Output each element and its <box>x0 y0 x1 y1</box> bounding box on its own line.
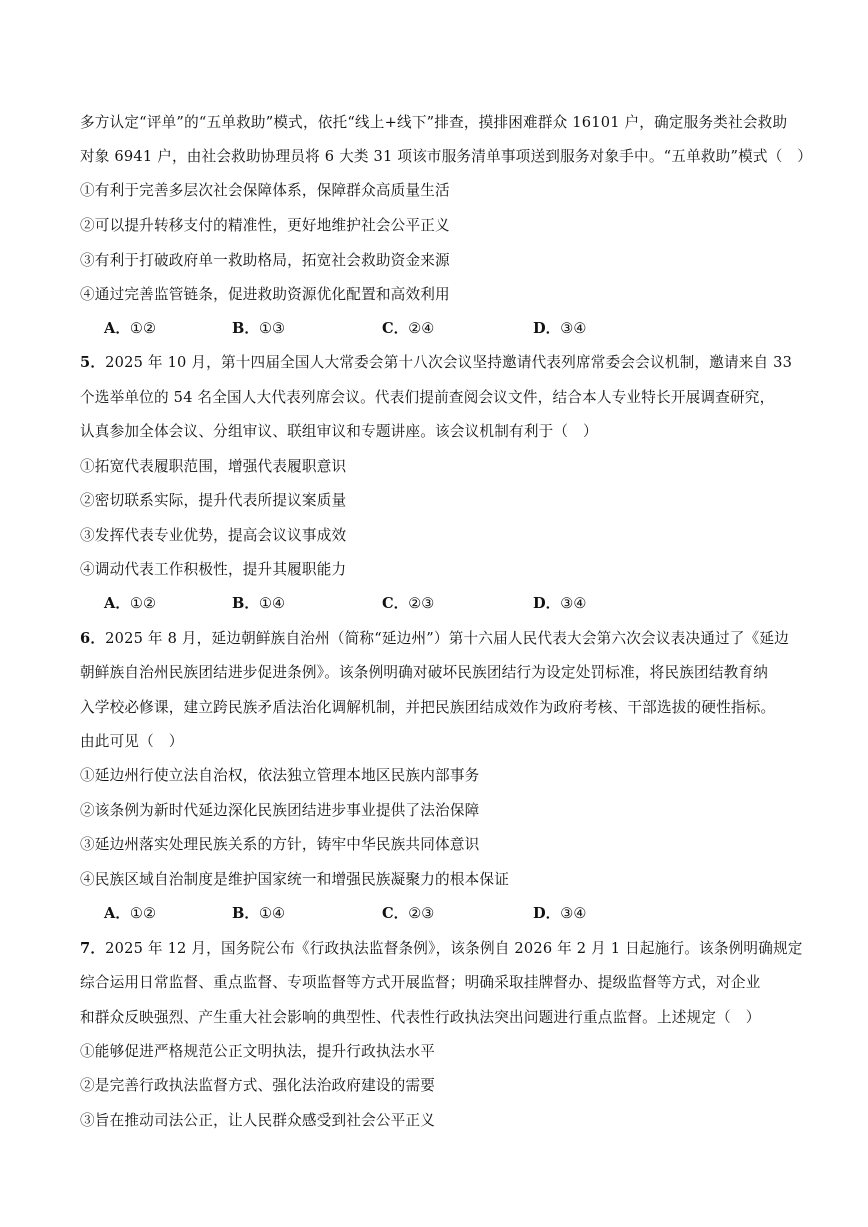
q7-item-1: ①能够促进严格规范公正文明执法，提升行政执法水平 <box>80 1043 436 1060</box>
q7-stem-line-2: 综合运用日常监督、重点监督、专项监督等方式开展监督；明确采取挂牌督办、提级监督等方式，对企业 <box>80 974 761 991</box>
q5-option-a: A．①② <box>104 595 157 612</box>
q5-item-3: ③发挥代表专业优势，提高会议议事成效 <box>80 527 347 544</box>
q7-stem-line-3: 和群众反映强烈、产生重大社会影响的典型性、代表性行政执法突出问题进行重点监督。上述规定（ ） <box>80 1009 761 1026</box>
q4-option-a: A．①② <box>104 320 157 337</box>
q5-number: 5． <box>80 354 106 371</box>
q5-option-d: D．③④ <box>533 595 587 612</box>
q5-item-2: ②密切联系实际，提升代表所提议案质量 <box>80 492 347 509</box>
q6-item-1: ①延边州行使立法自治权，依法独立管理本地区民族内部事务 <box>80 767 480 784</box>
q4-item-3: ③有利于打破政府单一救助格局，拓宽社会救助资金来源 <box>80 252 450 269</box>
q7-number: 7． <box>80 940 106 957</box>
q6-option-b: B．①④ <box>232 905 286 922</box>
q4-option-c: C．②④ <box>382 320 435 337</box>
q6-item-2: ②该条例为新时代延边深化民族团结进步事业提供了法治保障 <box>80 802 480 819</box>
q6-item-3: ③延边州落实处理民族关系的方针，铸牢中华民族共同体意识 <box>80 836 480 853</box>
q4-item-2: ②可以提升转移支付的精准性，更好地维护社会公平正义 <box>80 217 450 234</box>
q7-stem-line-1: 7．2025 年 12 月，国务院公布《行政执法监督条例》，该条例自 2026 年 2 月 1 日起施行。该条例明确规定 <box>80 940 803 957</box>
q5-stem-line-3: 认真参加全体会议、分组审议、联组审议和专题讲座。该会议机制有利于（ ） <box>80 423 598 440</box>
q7-item-2: ②是完善行政执法监督方式、强化法治政府建设的需要 <box>80 1077 436 1094</box>
q6-stem-line-1: 6．2025 年 8 月，延边朝鲜族自治州（简称“延边州”）第十六届人民代表大会第六次会议表决通过了《延边 <box>80 630 789 647</box>
q6-stem-line-4: 由此可见（ ） <box>80 733 184 750</box>
q5-option-c: C．②③ <box>382 595 435 612</box>
q5-item-4: ④调动代表工作积极性，提升其履职能力 <box>80 561 347 578</box>
q6-number: 6． <box>80 630 106 647</box>
q4-stem-line-1: 多方认定“评单”的“五单救助”模式，依托“线上+线下”排查，摸排困难群众 16101 户，确定服务类社会救助 <box>80 114 788 131</box>
q6-stem-line-3: 入学校必修课，建立跨民族矛盾法治化调解机制，并把民族团结成效作为政府考核、干部选拔的硬性指标。 <box>80 699 776 716</box>
q6-option-d: D．③④ <box>533 905 587 922</box>
q5-stem-line-2: 个选举单位的 54 名全国人大代表列席会议。代表们提前查阅会议文件，结合本人专业特长开展调查研究， <box>80 389 775 406</box>
q7-item-3: ③旨在推动司法公正，让人民群众感受到社会公平正义 <box>80 1112 436 1129</box>
q6-option-c: C．②③ <box>382 905 435 922</box>
q5-stem-line-1: 5．2025 年 10 月，第十四届全国人大常委会第十八次会议坚持邀请代表列席常委会会议机制，邀请来自 33 <box>80 354 793 371</box>
q6-item-4: ④民族区域自治制度是维护国家统一和增强民族凝聚力的根本保证 <box>80 871 510 888</box>
q4-item-4: ④通过完善监管链条，促进救助资源优化配置和高效利用 <box>80 286 450 303</box>
q4-stem-line-2: 对象 6941 户，由社会救助协理员将 6 大类 31 项该市服务清单事项送到服务对象手中。“五单救助”模式（ ） <box>80 148 813 165</box>
q5-option-b: B．①④ <box>232 595 286 612</box>
q4-item-1: ①有利于完善多层次社会保障体系，保障群众高质量生活 <box>80 182 450 199</box>
q5-item-1: ①拓宽代表履职范围，增强代表履职意识 <box>80 458 347 475</box>
q6-option-a: A．①② <box>104 905 157 922</box>
q6-stem-line-2: 朝鲜族自治州民族团结进步促进条例》。该条例明确对破坏民族团结行为设定处罚标准，将民族团结教育纳 <box>80 664 769 681</box>
q4-option-b: B．①③ <box>232 320 286 337</box>
q4-option-d: D．③④ <box>533 320 587 337</box>
